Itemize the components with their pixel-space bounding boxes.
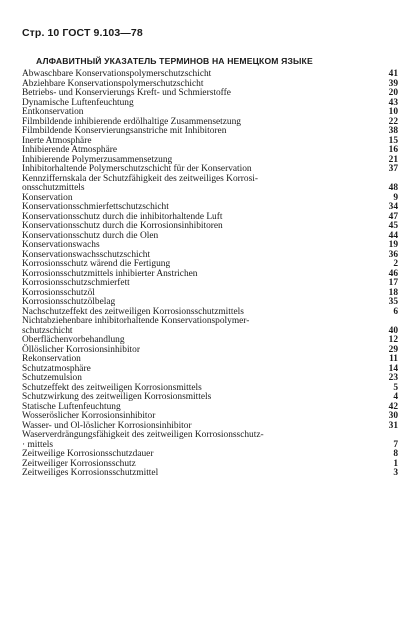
entry-number: 10 [388,107,398,117]
entry-term-continuation: · mittels [22,439,53,450]
entry-term: Inhibitorhaltende Polymerschutzschicht für der Konservation [22,164,252,174]
entry-term: Konservationsschutz durch die inhibitorhaltende Luft [22,211,223,222]
entry-term: Öllöslicher Korrosionsinhibitor [22,344,140,355]
entry-term: Inerte Atmosphäre [22,135,92,146]
entry-term: Zeitweiliges Korrosionsschutzmittel [22,468,159,478]
entry-term: Betriebs- und Konservierungs Kreft- und Schmierstoffe [22,88,231,98]
entry-term: Schutzemulsion [22,373,82,383]
entry-number: 35 [388,297,398,307]
entry-number: 43 [388,97,398,108]
entry-term: Abziehbare Konservationspolymerschutzschicht [22,78,204,89]
index-entry [22,431,398,450]
entry-number: 7 [393,439,398,450]
index-title: АЛФАВИТНЫЙ УКАЗАТЕЛЬ ТЕРМИНОВ НА НЕМЕЦКОМ ЯЗЫКЕ [36,56,313,66]
index-entry [22,317,398,336]
entry-number: 48 [388,183,398,193]
entry-term: Inhibierende Polymerzusammensetzung [22,154,173,165]
entry-number: 22 [388,116,398,127]
entry-number: 15 [388,135,398,146]
entry-term: Konservationswachsschutzschicht [22,249,151,260]
term-index-list [22,70,398,479]
entry-number: 47 [388,211,398,222]
entry-term: Abwaschbare Konservationspolymerschutzschicht [22,69,212,79]
entry-number: 12 [388,335,398,345]
entry-term: Schutzeffekt des zeitweiligen Korrosionsmittels [22,382,202,393]
entry-term: Korrosionsschutz wärend die Fertigung [22,259,171,269]
entry-number: 37 [388,164,398,174]
entry-number: 11 [389,354,398,364]
page-header: Стр. 10 ГОСТ 9.103—78 [22,27,143,39]
entry-number: 42 [388,401,398,412]
index-entry [22,175,398,194]
entry-term: Statische Luftenfeuchtung [22,401,121,412]
entry-number: 19 [388,240,398,250]
entry-number: 2 [393,259,398,269]
entry-term: Nichtabziehenbare inhibitorhaltende Konservationspolymer- [22,316,250,326]
entry-term-continuation: schutzschicht [22,325,73,336]
entry-term: Korrosionsschutzschmierfett [22,278,130,288]
entry-term: Dynamische Luftenfeuchtung [22,97,134,108]
entry-number: 9 [393,192,398,203]
entry-term: Konservation [22,192,73,203]
entry-number: 40 [388,325,398,336]
entry-number: 6 [393,306,398,317]
entry-number: 8 [393,449,398,459]
entry-term: Konservationsschutz durch die Korrosionsinhibitoren [22,221,223,231]
entry-number: 5 [393,382,398,393]
entry-term-continuation: onsschutzmittels [22,183,85,193]
entry-number: 39 [388,78,398,89]
entry-term: Wasser- und Ol-löslicher Korrosionsinhibitor [22,420,192,431]
entry-term: Zeitweilige Korrosionsschutzdauer [22,449,154,459]
entry-term: Wosserösliсher Korrosionsinhibitor [22,411,156,421]
entry-number: 17 [388,278,398,288]
entry-term: Nachschutzeffekt des zeitweiligen Korrosionsschutzmittels [22,306,244,317]
entry-number: 1 [393,458,398,469]
entry-number: 45 [388,221,398,231]
entry-term: Waserverdrängungsfähigkeit des zeitweiligen Korrosionsschutz- [22,430,264,440]
index-entry [22,469,398,479]
entry-number: 4 [393,392,398,402]
entry-number: 21 [388,154,398,165]
entry-number: 3 [393,468,398,478]
entry-number: 38 [388,126,398,136]
entry-term: Entkonservation [22,107,84,117]
entry-term: Oberflächenvorbehandlung [22,335,125,345]
entry-term: Konservationsschmierfettschutzschicht [22,202,169,212]
entry-term: Rekonservation [22,354,81,364]
entry-number: 14 [388,363,398,374]
entry-term: Inhibierende Atmosphäre [22,145,118,155]
entry-number: 44 [388,230,398,241]
entry-term: Konservationswachs [22,240,100,250]
entry-term: Zeitweiliger Korrosionsschutz [22,458,136,469]
entry-number: 18 [388,287,398,298]
entry-number: 34 [388,202,398,212]
entry-number: 36 [388,249,398,260]
entry-term: Korrosionsschutzmittels inhibierter Anstrichen [22,268,198,279]
entry-number: 20 [388,88,398,98]
entry-term: Konservationsschutz durch die Olen [22,230,159,241]
entry-number: 23 [388,373,398,383]
entry-term: Filmbildende Konservierungsanstriche mit Inhibitoren [22,126,227,136]
entry-term: Korrosionsschutzölbelag [22,297,116,307]
entry-number: 46 [388,268,398,279]
entry-number: 31 [388,420,398,431]
entry-term: Filmbildende inhibierende erdölhaltige Zusammensetzung [22,116,241,127]
entry-term: Kennziffernskala der Schutzfähigkeit des zeitweiliges Korrosi- [22,173,258,184]
entry-term: Korrosionsschutzöl [22,287,95,298]
entry-number: 41 [388,69,398,79]
entry-number: 30 [388,411,398,421]
entry-number: 16 [388,145,398,155]
entry-term: Schutzwirkung des zeitweiligen Korrosionsmittels [22,392,212,402]
entry-number: 29 [388,344,398,355]
entry-term: Schutzatmosphäre [22,363,91,374]
